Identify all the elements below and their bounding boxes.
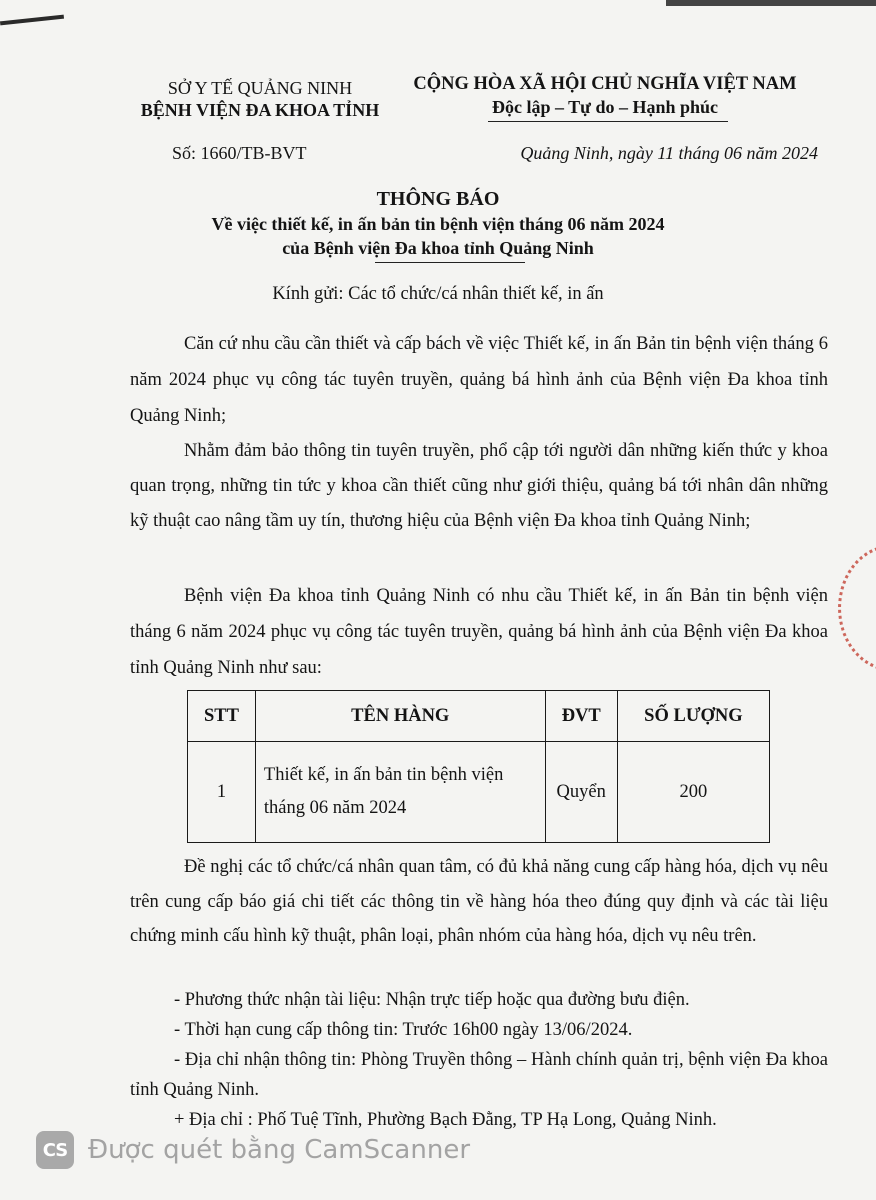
camscanner-logo-icon: CS <box>36 1131 74 1169</box>
paragraph: Nhằm đảm bảo thông tin tuyên truyền, phổ cập tới người dân những kiến thức y khoa quan trọng, những tin tức y khoa cần thiết cũng như giới thiệu, quảng bá tới nhân dân những kỹ thuật cao nâng tầm uy tín, thương hiệu của Bệnh viện Đa khoa tỉnh Quảng Ninh; <box>130 441 828 531</box>
issuing-organization <box>110 78 410 121</box>
national-heading <box>395 74 815 118</box>
pen-stroke-mark <box>0 15 64 26</box>
paragraph: Đề nghị các tổ chức/cá nhân quan tâm, có đủ khả năng cung cấp hàng hóa, dịch vụ nêu trên cung cấp báo giá chi tiết các thông tin về hàng hóa theo đúng quy định và các tài liệu chứng minh cấu hình kỹ thuật, phân loại, phân nhóm của hàng hóa, dịch vụ nêu trên. <box>130 857 828 946</box>
scanner-watermark <box>36 1131 470 1169</box>
list-item: - Phương thức nhận tài liệu: Nhận trực tiếp hoặc qua đường bưu điện. <box>174 990 690 1010</box>
list-item: - Thời hạn cung cấp thông tin: Trước 16h00 ngày 13/06/2024. <box>174 1020 633 1040</box>
document-title: THÔNG BÁO <box>376 188 500 210</box>
paragraph-purpose <box>130 434 828 539</box>
document-subject-line-2: của Bệnh viện Đa khoa tỉnh Quảng Ninh <box>282 238 594 258</box>
title-underline <box>375 262 525 263</box>
cell-stt: 1 <box>188 742 256 843</box>
national-motto: Độc lập – Tự do – Hạnh phúc <box>491 97 719 117</box>
list-item: + Địa chỉ : Phố Tuệ Tĩnh, Phường Bạch Đằng, TP Hạ Long, Quảng Ninh. <box>174 1110 717 1130</box>
col-header-stt: STT <box>188 691 256 742</box>
scan-edge-line <box>666 0 876 6</box>
document-number: Số: 1660/TB-BVT <box>172 143 307 163</box>
watermark-text: Được quét bằng CamScanner <box>88 1135 471 1165</box>
col-header-unit: ĐVT <box>545 691 617 742</box>
paragraph: Căn cứ nhu cầu cần thiết và cấp bách về việc Thiết kế, in ấn Bản tin bệnh viện tháng 6 năm 2024 phục vụ công tác tuyên truyền, quảng bá hình ảnh của Bệnh viện Đa khoa tỉnh Quảng Ninh; <box>130 334 828 426</box>
motto-underline <box>488 121 728 122</box>
org-parent: SỞ Y TẾ QUẢNG NINH <box>167 78 353 98</box>
cell-quantity: 200 <box>617 742 769 843</box>
cell-name: Thiết kế, in ấn bản tin bệnh viện tháng 06 năm 2024 <box>255 742 545 843</box>
col-header-quantity: SỐ LƯỢNG <box>617 691 769 742</box>
col-header-name: TÊN HÀNG <box>255 691 545 742</box>
country-name: CỘNG HÒA XÃ HỘI CHỦ NGHĨA VIỆT NAM <box>413 74 797 94</box>
paragraph-invitation <box>130 850 828 954</box>
paragraph-request <box>130 578 828 686</box>
submission-details <box>130 985 828 1135</box>
table-header-row <box>188 691 770 742</box>
table-row <box>188 742 770 843</box>
recipient-line: Kính gửi: Các tổ chức/cá nhân thiết kế, in ấn <box>272 284 604 304</box>
place-and-date: Quảng Ninh, ngày 11 tháng 06 năm 2024 <box>520 143 818 163</box>
cell-unit: Quyển <box>545 742 617 843</box>
list-item: - Địa chỉ nhận thông tin: Phòng Truyền thông – Hành chính quản trị, bệnh viện Đa khoa tỉnh Quảng Ninh. <box>130 1050 828 1100</box>
document-subject-line-1: Về việc thiết kế, in ấn bản tin bệnh viện tháng 06 năm 2024 <box>211 214 665 234</box>
paragraph-basis <box>130 326 828 434</box>
red-seal-stamp <box>838 545 876 671</box>
org-name: BỆNH VIỆN ĐA KHOA TỈNH <box>140 100 380 120</box>
goods-table <box>187 690 770 843</box>
paragraph: Bệnh viện Đa khoa tỉnh Quảng Ninh có nhu cầu Thiết kế, in ấn Bản tin bệnh viện tháng 6 năm 2024 phục vụ công tác tuyên truyền, quảng bá hình ảnh của Bệnh viện Đa khoa tỉnh Quảng Ninh như sau: <box>130 586 828 678</box>
